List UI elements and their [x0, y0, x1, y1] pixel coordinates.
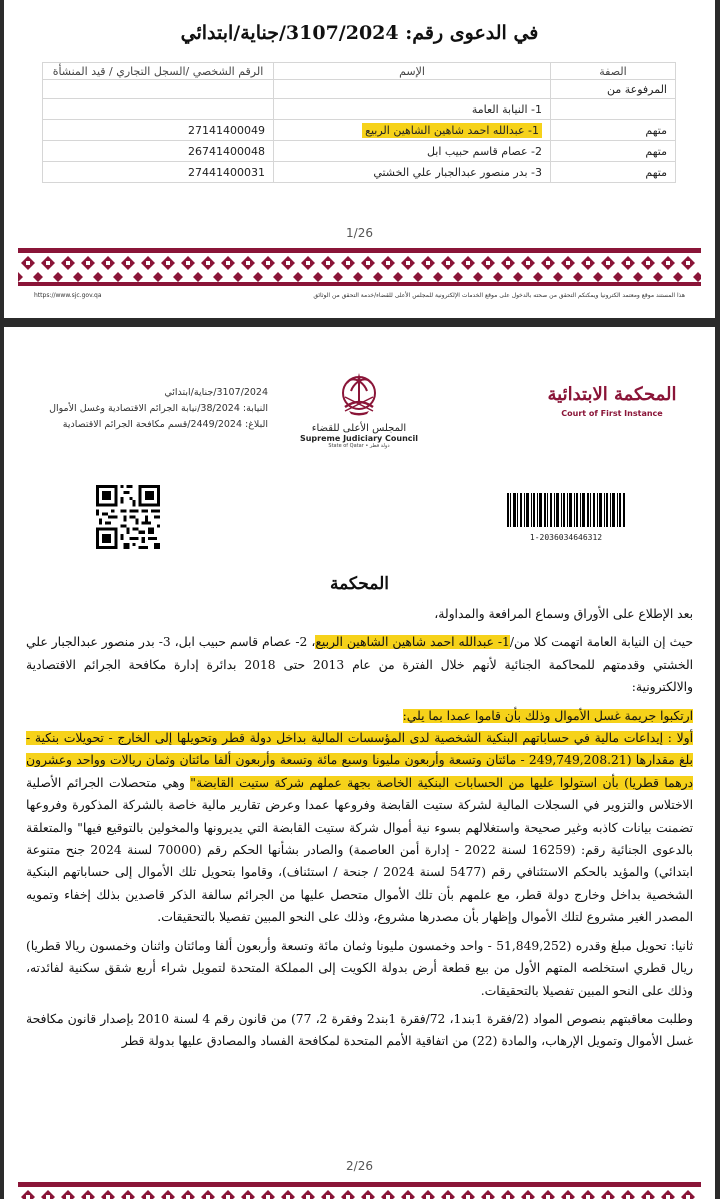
row-name-highlighted: 1- عبدالله احمد شاهين الشاهين الربيع: [362, 123, 542, 138]
section-heading: المحكمة: [329, 574, 390, 594]
paragraph: ثانيا: تحويل مبلغ وقدره (51,849,252 - واحد وخمسون مليونا وثمان مائة وتسعة وأربعون ألفا ومائتان واثنان وخمسون ريالا قطريا) ريال قطري استخلصه المتهم الأول من بيع قطعة أرض بدولة الكويت إلى المملكة المتحدة لتمويل شراء أربع شقق سكنية لفائدته، وذلك على النحو المبين تفصيلا بالتحقيقات.: [26, 938, 693, 998]
paragraph: أولا : إيداعات مالية في حساباتهم البنكية الشخصية لدى المؤسسات المالية بداخل دولة قطر وتحويلها إلى الخارج - تحويلات بنكية - بلغ مقدارها (249,749,208.21 - مائتان وتسعة وأربعون مليونا وسبع مائة وتسعة وأربعون ألفا مائتان وثمان ريالات وواحد وعشرون درهما قطريا) بأن استولوا عليها من الحسابات البنكية الخاصة بجهة عملهم شركة ستيت القابضة" وهي متحصلات الجرائم الأصلية الاختلاس والتزوير في السجلات المالية لشركة ستيت القابضة وفروعها عمدا وعرض تقارير مالية خاصة بالشركة المذكورة وفروعها تضمنت بيانات كاذبه وغير صحيحة واستغلالهم بسوء نية أموال شركة ستيت القابضة التي يديرونها والمخولين بالتوقيع فيها" والمتعلقة بالدعوى الجنائية رقم: (16259 لسنة 2022 - إدارة أمن العاصمة) والصادر بشأنها الحكم رقم (70000 لسنة 2024 جنح متنوعة ابتدائي) والمؤيد بالحكم الاستئنافي رقم (5477 لسنة 2024 / جنحة / استئناف)، وقاموا بتحويل تلك الأموال إلى حساباتهم البنكية الشخصية بداخل وخارج دولة قطر، مع علمهم بأن تلك الأموال متحصل عليها من الجرائم سالفة الذكر قاصدين بذلك إخفاء وتمويه المصدر الغير مشروع لتلك الأموال وإظهار بأن مصدرها مشروع، وذلك على النحو المبين تفصيلا بالتحقيقات.: [26, 731, 694, 925]
decorative-border-band: [18, 1182, 701, 1199]
court-logo: [537, 385, 687, 418]
row-id: [43, 99, 274, 120]
prosecution-ref-line: النيابة: 38/2024/نيابة الجرائم الاقتصادية وغسل الأموال: [49, 403, 268, 414]
barcode-number: 1-2036034646312: [529, 533, 603, 542]
paragraph: وطلبت معاقبتهم بنصوص المواد (2/فقرة 1بند1، 72/فقرة 1بند2 وفقرة 2، 77) من قانون رقم 4 لسنة 2010 بإصدار قانون مكافحة غسل الأموال وتمويل الإرهاب، والمادة (22) من اتفاقية الأمم المتحدة لمكافحة الفساد والمصادق عليها بدولة قطر: [26, 1011, 693, 1049]
row-id: 26741400048: [43, 141, 274, 162]
table-row: [43, 120, 676, 141]
row-role: متهم: [551, 162, 676, 183]
table-row: [43, 141, 676, 162]
paragraph: [26, 705, 693, 727]
judgment-body: [26, 603, 693, 1059]
highlighted-name: 1- عبدالله احمد شاهين الشاهين الربيع: [315, 635, 510, 650]
document-page-1: [4, 0, 715, 318]
subheader-filed-by: المرفوعة من: [551, 80, 676, 99]
qatar-emblem-icon: [337, 367, 381, 417]
verification-note: هذا المستند موقع ومعتمد الكترونيا ويمكنكم التحقق من صحته بالدخول على موقع الخدمات الإلكترونية للمجلس الأعلى للقضاء/خدمة التحقق من الوثائق: [313, 292, 685, 299]
court-name-en: Court of First Instance: [561, 409, 663, 418]
highlighted-first-count: أولا : إيداعات مالية في حساباتهم البنكية الشخصية لدى المؤسسات المالية بداخل دولة قطر وتحويلها إلى الخارج - تحويلات بنكية - بلغ مقدارها (249,749,208.21 - مائتان وتسعة وأربعون مليونا وسبع مائة وتسعة وأربعون ألفا مائتان وثمان ريالات وواحد وعشرون درهما قطريا) بأن استولوا عليها من الحسابات البنكية الخاصة بجهة عملهم شركة ستيت القابضة": [26, 731, 693, 790]
verification-url[interactable]: https://www.sjc.gov.qa: [34, 292, 102, 299]
table-subheader-row: [43, 80, 676, 99]
table-header-row: [43, 63, 676, 80]
document-page-2: [4, 327, 715, 1199]
row-id: 27141400049: [43, 120, 274, 141]
header-role: الصفة: [551, 63, 676, 80]
header-name: الإسم: [274, 63, 551, 80]
case-reference-block: [48, 385, 268, 433]
qr-code: [96, 485, 160, 549]
row-role: [551, 99, 676, 120]
barcode: [507, 493, 625, 542]
decorative-border-band: [18, 248, 701, 286]
parties-table: [42, 62, 676, 183]
row-name: 2- عصام قاسم حبيب ابل: [274, 141, 551, 162]
court-name-ar: المحكمة الابتدائية: [547, 384, 677, 405]
page-number: 1/26: [346, 226, 373, 240]
row-role: متهم: [551, 120, 676, 141]
case-title: في الدعوى رقم: 3107/2024/جناية/ابتدائي: [180, 22, 539, 44]
row-id: 27441400031: [43, 162, 274, 183]
header-id: الرقم الشخصي /السجل التجاري / قيد المنشأة: [43, 63, 274, 80]
state-line: State of Qatar • دولة قطر: [328, 443, 390, 449]
highlighted-charge: ارتكبوا جريمة غسل الأموال وذلك بأن قاموا عمدا بما يلي:: [402, 708, 693, 723]
footer-note: [34, 292, 685, 299]
table-row: [43, 162, 676, 183]
paragraph: بعد الإطلاع على الأوراق وسماع المرافعة والمداولة،: [434, 607, 693, 621]
council-name-ar: المجلس الأعلى للقضاء: [311, 423, 407, 434]
table-row: [43, 99, 676, 120]
page-number: 2/26: [346, 1159, 373, 1173]
report-ref-line: البلاغ: 2449/2024/قسم مكافحة الجرائم الاقتصادية: [62, 419, 268, 430]
row-name: 3- بدر منصور عبدالجبار علي الخشتي: [274, 162, 551, 183]
barcode-icon: [507, 493, 625, 527]
paragraph: حيث إن النيابة العامة اتهمت كلا من/1- عبدالله احمد شاهين الشاهين الربيع، 2- عصام قاسم حبيب ابل، 3- بدر منصور عبدالجبار علي الخشتي وقدمتهم للمحاكمة الجنائية لأنهم خلال الفترة من عام 2013 حتى 2018 بدائرة إدارة مكافحة الجرائم الاقتصادية والالكترونية:: [26, 635, 693, 695]
row-role: متهم: [551, 141, 676, 162]
case-ref-line: 3107/2024/جناية/ابتدائي: [164, 387, 268, 398]
row-name: 1- النيابة العامة: [274, 99, 551, 120]
council-emblem: [279, 367, 439, 449]
council-name-en: Supreme Judiciary Council: [299, 434, 419, 443]
